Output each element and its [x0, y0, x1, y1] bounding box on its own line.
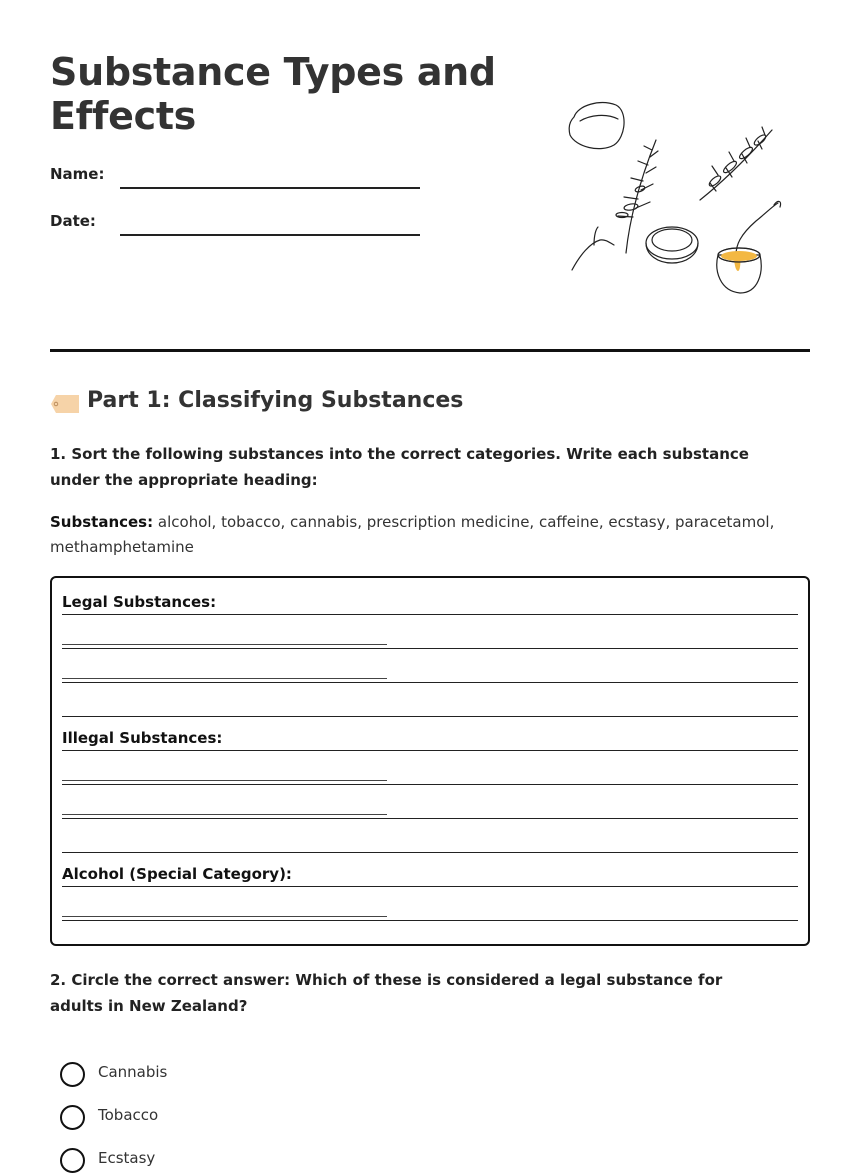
tag-icon: [51, 395, 79, 413]
category-heading-alcohol: [62, 853, 798, 887]
category-heading-illegal: [62, 717, 798, 751]
sorting-box: [50, 576, 810, 946]
substances-values: alcohol, tobacco, cannabis, prescription medicine, caffeine, ecstasy, paracetamol, methamphetamine: [50, 513, 775, 556]
radio-circle[interactable]: [60, 1062, 85, 1087]
question-2: 2. Circle the correct answer: Which of these is considered a legal substance for adults in New Zealand?: [50, 971, 723, 1015]
radio-circle[interactable]: [60, 1105, 85, 1130]
page-title: Substance Types and Effects: [50, 50, 496, 138]
question-1: 1. Sort the following substances into the correct categories. Write each substance under the appropriate heading:: [50, 445, 749, 489]
name-label: Name:: [50, 165, 105, 183]
option-label: Ecstasy: [98, 1149, 156, 1167]
name-field[interactable]: [120, 187, 420, 189]
answer-blank[interactable]: [62, 916, 387, 917]
category-heading-legal: [62, 581, 798, 615]
category-label: Alcohol (Special Category):: [62, 865, 292, 883]
answer-blank[interactable]: [62, 678, 387, 679]
category-label: Legal Substances:: [62, 593, 217, 611]
answer-line[interactable]: [62, 751, 798, 785]
substances-list: [50, 510, 790, 560]
answer-line[interactable]: [62, 683, 798, 717]
answer-line[interactable]: [62, 649, 798, 683]
answer-line[interactable]: [62, 615, 798, 649]
answer-blank[interactable]: [62, 644, 387, 645]
date-label: Date:: [50, 212, 96, 230]
answer-blank[interactable]: [62, 780, 387, 781]
date-field[interactable]: [120, 234, 420, 236]
category-label: Illegal Substances:: [62, 729, 223, 747]
option-label: Tobacco: [98, 1106, 159, 1124]
option-label: Cannabis: [98, 1063, 168, 1081]
section-divider: [50, 349, 810, 352]
herbs-and-substances-illustration: [560, 95, 790, 300]
section-title: Part 1: Classifying Substances: [87, 388, 464, 413]
answer-line[interactable]: [62, 819, 798, 853]
answer-line[interactable]: [62, 785, 798, 819]
substances-label: Substances:: [50, 513, 154, 531]
answer-blank[interactable]: [62, 814, 387, 815]
answer-line[interactable]: [62, 887, 798, 921]
